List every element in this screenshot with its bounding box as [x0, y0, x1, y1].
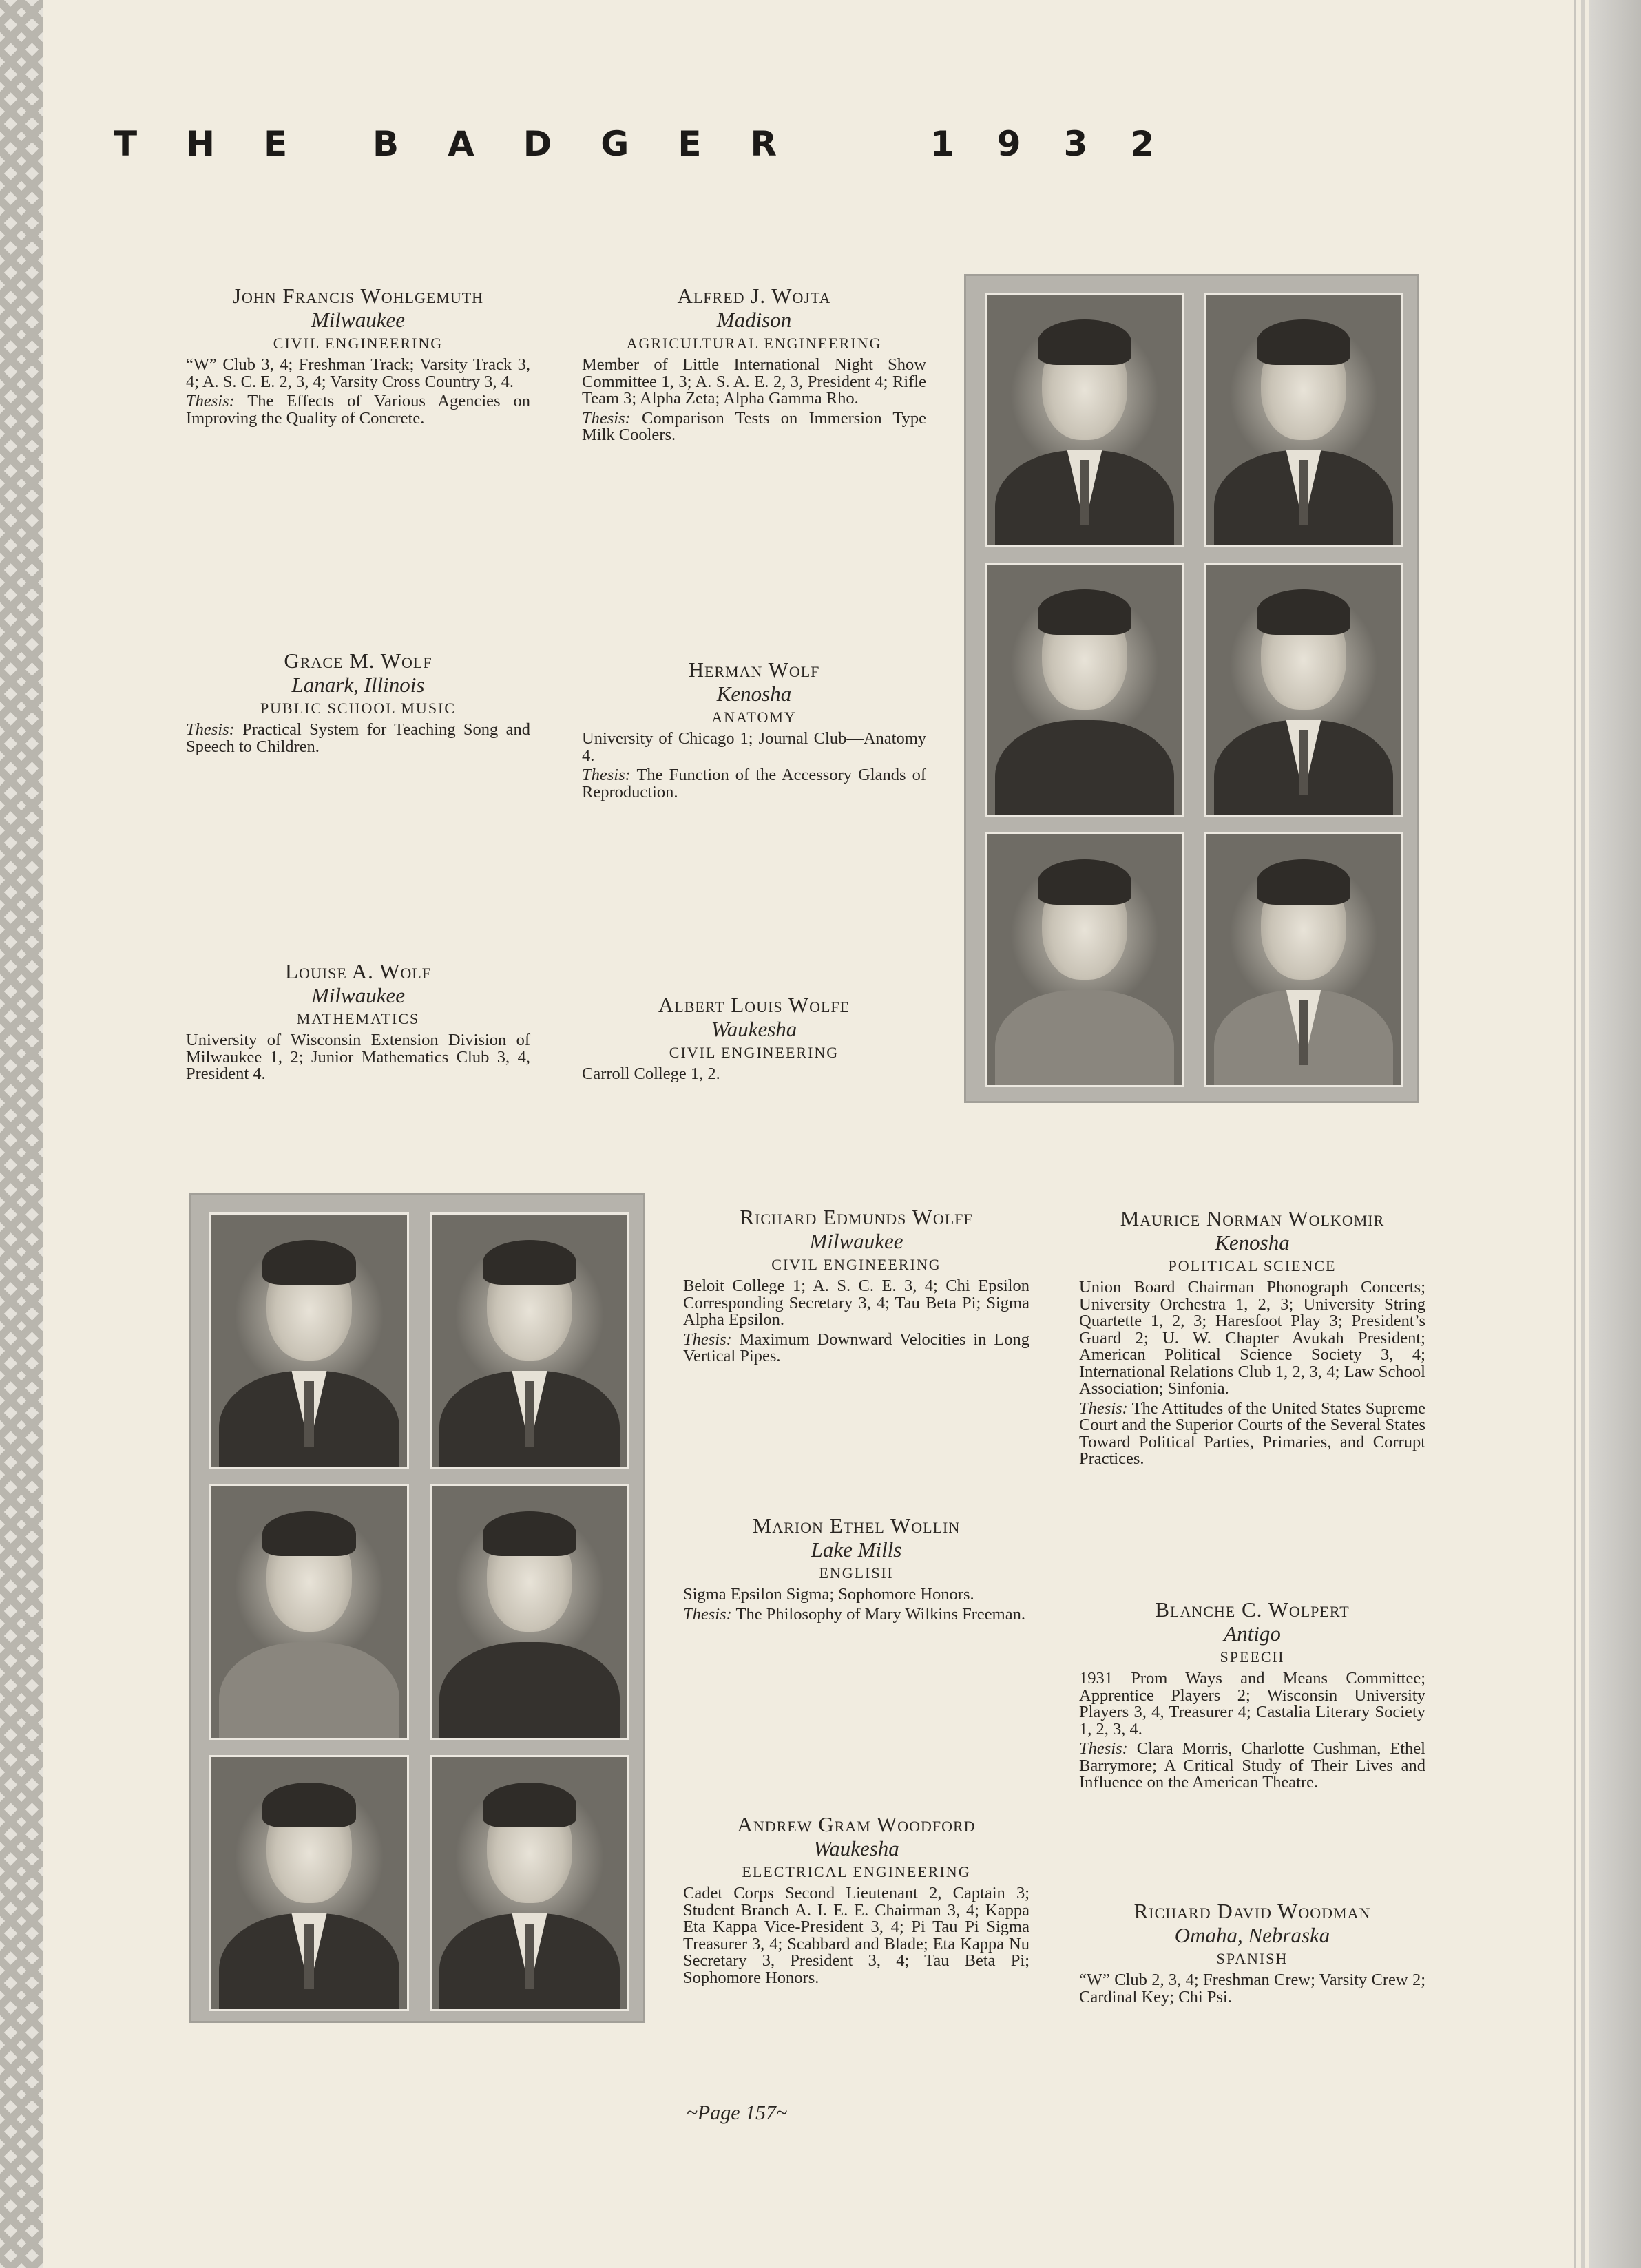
student-entry	[582, 658, 926, 801]
student-entry	[683, 1513, 1029, 1623]
student-department: AGRICULTURAL ENGINEERING	[626, 335, 882, 352]
student-name: John Francis Wohlgemuth	[232, 284, 484, 308]
student-hometown: Milwaukee	[311, 983, 405, 1007]
student-entry	[1079, 1206, 1425, 1468]
student-name: Maurice Norman Wolkomir	[1120, 1206, 1385, 1230]
portrait-photo	[209, 1484, 409, 1740]
student-department: PUBLIC SCHOOL MUSIC	[260, 700, 457, 717]
student-entry	[186, 649, 530, 755]
right-rule-line	[1574, 0, 1576, 2268]
student-activities: “W” Club 3, 4; Freshman Track; Varsity Track 3, 4; A. S. C. E. 2, 3, 4; Varsity Cross Country 3, 4.	[186, 355, 530, 391]
portrait-photo	[985, 293, 1184, 547]
student-hometown: Madison	[716, 308, 792, 332]
student-activities: “W” Club 2, 3, 4; Freshman Crew; Varsity Crew 2; Cardinal Key; Chi Psi.	[1079, 1971, 1425, 2006]
student-department: MATHEMATICS	[296, 1010, 420, 1027]
student-activities: Cadet Corps Second Lieutenant 2, Captain 3; Student Branch A. I. E. E. Chairman 3, 4; Kappa Eta Kappa Vice-President 3, 4; Pi Tau Pi Sigma Treasurer 3, 4; Scabbard and Blade; Eta Kappa Nu Secretary 3, President 3, 4; Tau Beta Pi; Sophomore Honors.	[683, 1884, 1029, 1987]
thesis-text: Maximum Downward Velocities in Long Vertical Pipes.	[683, 1330, 1030, 1365]
student-entry	[186, 284, 530, 427]
student-thesis	[1079, 1741, 1425, 1792]
header-year: 1932	[930, 124, 1198, 164]
student-thesis	[582, 767, 926, 801]
page-right-edge	[1589, 0, 1641, 2268]
thesis-label: Thesis:	[683, 1330, 732, 1349]
portrait-photo	[430, 1484, 629, 1740]
student-name: Herman Wolf	[688, 658, 820, 682]
header-title-word-2: BADGER	[373, 124, 826, 164]
thesis-label: Thesis:	[1079, 1739, 1128, 1758]
student-hometown: Omaha, Nebraska	[1174, 1923, 1330, 1947]
portrait-photo	[209, 1212, 409, 1469]
student-activities: Member of Little International Night Show Committee 1, 3; A. S. A. E. 2, 3, President 4; Rifle Team 3; Alpha Zeta; Alpha Gamma Rho.	[582, 355, 926, 408]
student-name: Richard Edmunds Wolff	[740, 1205, 973, 1229]
thesis-label: Thesis:	[582, 408, 631, 428]
portrait-photo	[985, 832, 1184, 1087]
student-hometown: Milwaukee	[809, 1229, 903, 1253]
student-entry	[683, 1205, 1029, 1365]
student-name: Louise A. Wolf	[285, 959, 431, 983]
thesis-label: Thesis:	[683, 1604, 732, 1624]
thesis-text: The Attitudes of the United States Supreme Court and the Superior Courts of the Several States Toward Political Parties, Primaries, and Corrupt Practices.	[1079, 1398, 1425, 1468]
student-entry	[186, 959, 530, 1083]
student-activities: University of Chicago 1; Journal Club—Anatomy 4.	[582, 729, 926, 765]
student-hometown: Kenosha	[716, 682, 792, 706]
portrait-photo	[209, 1755, 409, 2011]
student-activities: Beloit College 1; A. S. C. E. 3, 4; Chi Epsilon Corresponding Secretary 3, 4; Tau Beta Pi; Sigma Alpha Epsilon.	[683, 1277, 1029, 1329]
student-hometown: Antigo	[1224, 1621, 1281, 1646]
student-department: ELECTRICAL ENGINEERING	[742, 1863, 971, 1880]
page-number: ~Page 157~	[686, 2101, 788, 2124]
thesis-label: Thesis:	[582, 766, 631, 784]
student-department: CIVIL ENGINEERING	[771, 1256, 941, 1273]
student-department: SPEECH	[1220, 1648, 1285, 1666]
thesis-text: The Function of the Accessory Glands of Reproduction.	[582, 766, 926, 801]
student-activities: Sigma Epsilon Sigma; Sophomore Honors.	[683, 1585, 974, 1604]
student-hometown: Kenosha	[1215, 1230, 1290, 1254]
thesis-text: Practical System for Teaching Song and Speech to Children.	[186, 720, 530, 756]
student-name: Richard David Woodman	[1133, 1899, 1371, 1923]
thesis-label: Thesis:	[186, 720, 235, 739]
student-thesis	[186, 393, 530, 427]
student-activities: 1931 Prom Ways and Means Committee; Apprentice Players 2; Wisconsin University Players 3, 4, Treasurer 4; Castalia Literary Society 1, 2, 3, 4.	[1079, 1669, 1425, 1739]
decorative-left-border	[0, 0, 43, 2268]
student-name: Grace M. Wolf	[284, 649, 432, 673]
student-department: SPANISH	[1216, 1950, 1288, 1967]
student-activities: Carroll College 1, 2.	[582, 1064, 720, 1083]
thesis-text: The Effects of Various Agencies on Improving the Quality of Concrete.	[186, 392, 530, 428]
student-name: Blanche C. Wolpert	[1155, 1597, 1350, 1621]
student-entry	[1079, 1597, 1425, 1792]
thesis-text: Clara Morris, Charlotte Cushman, Ethel Barrymore; A Critical Study of Their Lives and Influence on the American Theatre.	[1079, 1739, 1425, 1792]
student-entry	[683, 1812, 1029, 1986]
student-department: CIVIL ENGINEERING	[273, 335, 443, 352]
student-department: ENGLISH	[819, 1564, 894, 1582]
portrait-photo	[430, 1212, 629, 1469]
student-thesis	[186, 722, 530, 755]
portrait-photo	[1204, 563, 1403, 817]
student-name: Alfred J. Wojta	[677, 284, 831, 308]
thesis-text: The Philosophy of Mary Wilkins Freeman.	[735, 1604, 1025, 1624]
student-department: POLITICAL SCIENCE	[1168, 1257, 1337, 1274]
student-thesis	[1079, 1400, 1425, 1468]
student-hometown: Lanark, Illinois	[291, 673, 425, 697]
student-entry	[582, 993, 926, 1083]
student-thesis	[683, 1606, 1029, 1624]
student-entry	[1079, 1899, 1425, 2006]
right-rule-line	[1581, 0, 1585, 2268]
student-hometown: Waukesha	[813, 1836, 899, 1860]
student-name: Marion Ethel Wollin	[752, 1513, 961, 1537]
photo-panel-bottom	[189, 1193, 645, 2023]
student-name: Albert Louis Wolfe	[658, 993, 850, 1017]
student-name: Andrew Gram Woodford	[737, 1812, 976, 1836]
thesis-text: Comparison Tests on Immersion Type Milk Coolers.	[582, 408, 927, 444]
student-entry	[582, 284, 926, 444]
student-hometown: Lake Mills	[811, 1537, 902, 1562]
thesis-label: Thesis:	[186, 392, 235, 410]
portrait-photo	[1204, 293, 1403, 547]
portrait-photo	[1204, 832, 1403, 1087]
student-department: CIVIL ENGINEERING	[669, 1044, 839, 1061]
student-activities: Union Board Chairman Phonograph Concerts; University Orchestra 1, 2, 3; University String Quartette 1, 2, 3; Haresfoot Play 3; President’s Guard 2; U. W. Chapter Avukah President; American Political Science Society 3, 4; International Relations Club 1, 2, 3, 4; Law School Association; Sinfonia.	[1079, 1278, 1425, 1398]
thesis-label: Thesis:	[1079, 1398, 1128, 1418]
student-thesis	[683, 1332, 1029, 1365]
student-department: ANATOMY	[711, 708, 797, 726]
header-title-word-1: THE	[114, 124, 337, 164]
student-activities: University of Wisconsin Extension Division of Milwaukee 1, 2; Junior Mathematics Club 3, 4, President 4.	[186, 1031, 530, 1083]
student-thesis	[582, 410, 926, 444]
photo-panel-top	[964, 274, 1419, 1103]
portrait-photo	[430, 1755, 629, 2011]
student-hometown: Milwaukee	[311, 308, 405, 332]
student-hometown: Waukesha	[711, 1017, 797, 1041]
portrait-photo	[985, 563, 1184, 817]
